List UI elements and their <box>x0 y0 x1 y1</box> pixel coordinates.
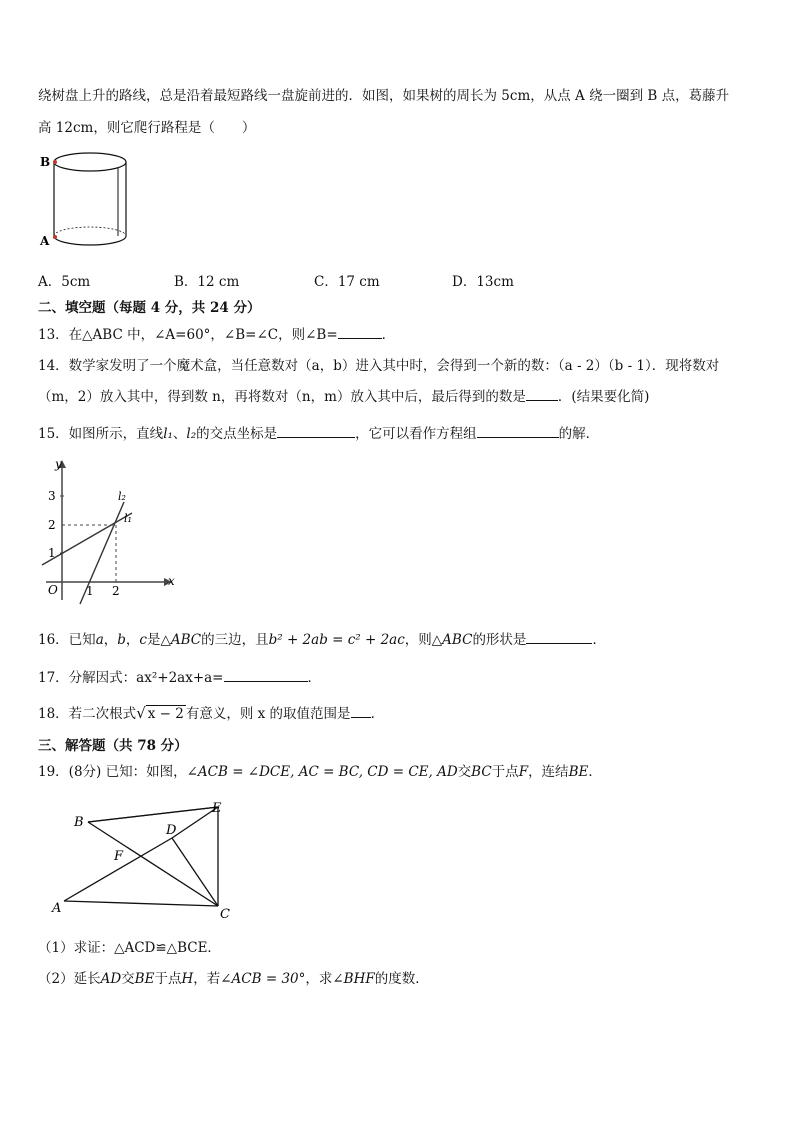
point-a-dot <box>53 235 57 239</box>
section-2-title: 二、填空题（每题 4 分，共 24 分） <box>38 300 261 316</box>
q19-sub2-d: ，若 <box>193 971 221 987</box>
label-c: C <box>220 907 230 922</box>
q16-part5: 的形状是 <box>472 632 527 648</box>
q16-end: ． <box>592 632 606 648</box>
q14-line-1: 14．数学家发明了一个魔术盒，当任意数对（a，b）进入其中时，会得到一个新的数：（a - 2）（b - 1）．现将数对 <box>38 358 720 374</box>
q19-sub2-f: 的度数． <box>374 971 429 987</box>
q19-sub2 <box>38 967 429 987</box>
q16-part4: ，则 <box>404 632 432 648</box>
label-e: E <box>212 801 222 816</box>
q15 <box>38 422 599 442</box>
q15-part3: ，它可以看作方程组 <box>355 426 477 442</box>
y-tick-1: 1 <box>48 546 56 560</box>
q14-line-2b: ．(结果要化简) <box>557 389 650 405</box>
q16-c: c <box>139 632 147 648</box>
q13-end: ． <box>381 327 396 343</box>
q14-line-2a: （m，2）放入其中，得到数 n，再将数对（n，m）放入其中后，最后得到的数是 <box>38 389 526 405</box>
q16-a: a <box>95 632 104 648</box>
line-l1-label: l₁ <box>124 512 132 525</box>
q19-end: ． <box>588 764 602 780</box>
q12-line-2: 高 12cm，则它爬行路程是（ ） <box>38 120 256 136</box>
q19-sub1: （1）求证：△ACD≌△BCE． <box>38 940 221 956</box>
q19-sub2-bhf: ∠BHF <box>332 971 375 987</box>
option-c: C．17 cm <box>314 274 380 290</box>
q19-f: F <box>518 764 529 780</box>
q15-blank-1[interactable] <box>277 425 355 438</box>
q19-part1: 19．(8分) 已知：如图， <box>38 764 187 780</box>
q16-comma-1: ， <box>103 632 118 648</box>
label-a: A <box>40 234 50 248</box>
sqrt-symbol: √ <box>136 704 146 722</box>
x-tick-2: 2 <box>112 584 120 598</box>
cylinder-bottom-back <box>54 227 126 236</box>
q13-text: 13．在△ABC 中，∠A=60°，∠B=∠C，则∠B= <box>38 327 338 343</box>
label-d: D <box>166 823 177 838</box>
q15-part4: 的解． <box>558 426 600 442</box>
q19 <box>38 760 602 780</box>
q16-part1: 16．已知 <box>38 632 96 648</box>
q19-be: BE <box>568 764 589 780</box>
q19-sub2-angle: ∠ACB = 30° <box>220 971 306 987</box>
q16-comma-2: ， <box>125 632 140 648</box>
q19-sub2-ad: AD <box>100 971 122 987</box>
q19-sub2-be: BE <box>134 971 155 987</box>
label-f: F <box>114 849 124 864</box>
line-l2-label: l₂ <box>118 490 126 503</box>
q15-l2: l₂ <box>186 426 197 442</box>
q18-end: ． <box>370 706 385 722</box>
q19-part4: ，连结 <box>528 764 569 780</box>
q18-radicand: x − 2 <box>147 706 184 722</box>
point-b-dot <box>53 160 57 164</box>
q19-sub2-e: ，求 <box>305 971 333 987</box>
y-tick-2: 2 <box>48 518 56 532</box>
q13-blank[interactable] <box>338 326 382 339</box>
q15-l1: l₁ <box>163 426 173 442</box>
option-b: B．12 cm <box>174 274 240 290</box>
cylinder-figure <box>38 148 138 252</box>
q16-part2: 是 <box>146 632 161 648</box>
q16-triangle-2: △ABC <box>431 632 473 648</box>
x-tick-1: 1 <box>86 584 94 598</box>
label-b: B <box>40 155 51 169</box>
q19-sub2-a: （2）延长 <box>38 971 101 987</box>
label-a: A <box>52 901 62 916</box>
q15-sep: 、 <box>172 426 187 442</box>
q14-blank[interactable] <box>526 388 558 401</box>
origin-label: O <box>48 583 58 597</box>
q19-part3: 于点 <box>491 764 519 780</box>
y-tick-3: 3 <box>48 489 56 503</box>
q18-part2: 有意义，则 x 的取值范围是 <box>185 706 351 722</box>
q16-blank[interactable] <box>526 631 592 644</box>
q19-figure <box>48 800 248 922</box>
q19-sub2-c: 于点 <box>154 971 182 987</box>
q16-part3: 的三边，且 <box>201 632 269 648</box>
segment-ad <box>64 838 172 901</box>
q17 <box>38 666 321 686</box>
q15-blank-2[interactable] <box>477 425 559 438</box>
q16-triangle: △ABC <box>160 632 202 648</box>
q13 <box>38 323 395 343</box>
section-3-title: 三、解答题（共 78 分） <box>38 738 188 754</box>
segment-be <box>88 822 218 906</box>
cylinder-bottom <box>54 236 126 245</box>
q19-sub2-h: H <box>181 971 194 987</box>
label-b: B <box>74 815 84 830</box>
q16-equation: b² + 2ab = c² + 2ac <box>268 632 405 648</box>
cylinder-top <box>54 153 126 171</box>
q15-part2: 的交点坐标是 <box>196 426 278 442</box>
q16 <box>38 628 606 648</box>
q17-blank[interactable] <box>224 669 308 682</box>
q17-end: ． <box>307 670 321 686</box>
q18-blank[interactable] <box>351 705 371 718</box>
q18-part1: 18．若二次根式 <box>38 706 137 722</box>
q16-b: b <box>117 632 126 648</box>
y-axis-label: y <box>55 458 62 471</box>
q19-sub2-b: 交 <box>121 971 135 987</box>
q19-part2: 交 <box>457 764 472 780</box>
q12-line-1: 绕树盘上升的路线，总是沿着最短路线一盘旋前进的．如图，如果树的周长为 5cm，从点 A 绕一圈到 B 点，葛藤升 <box>38 88 730 104</box>
x-axis-label: x <box>168 574 175 588</box>
q15-part1: 15．如图所示，直线 <box>38 426 164 442</box>
q19-bc: BC <box>471 764 492 780</box>
segment-ac <box>64 901 218 906</box>
q18 <box>38 702 384 722</box>
option-a: A．5cm <box>38 274 91 290</box>
segment-dc <box>172 838 218 906</box>
q19-conditions: ∠ACB = ∠DCE, AC = BC, CD = CE, AD <box>186 764 458 780</box>
option-d: D．13cm <box>452 274 514 290</box>
q15-graph <box>36 458 180 608</box>
q14-line-2 <box>38 385 649 405</box>
q17-text: 17．分解因式：ax²+2ax+a= <box>38 670 224 686</box>
